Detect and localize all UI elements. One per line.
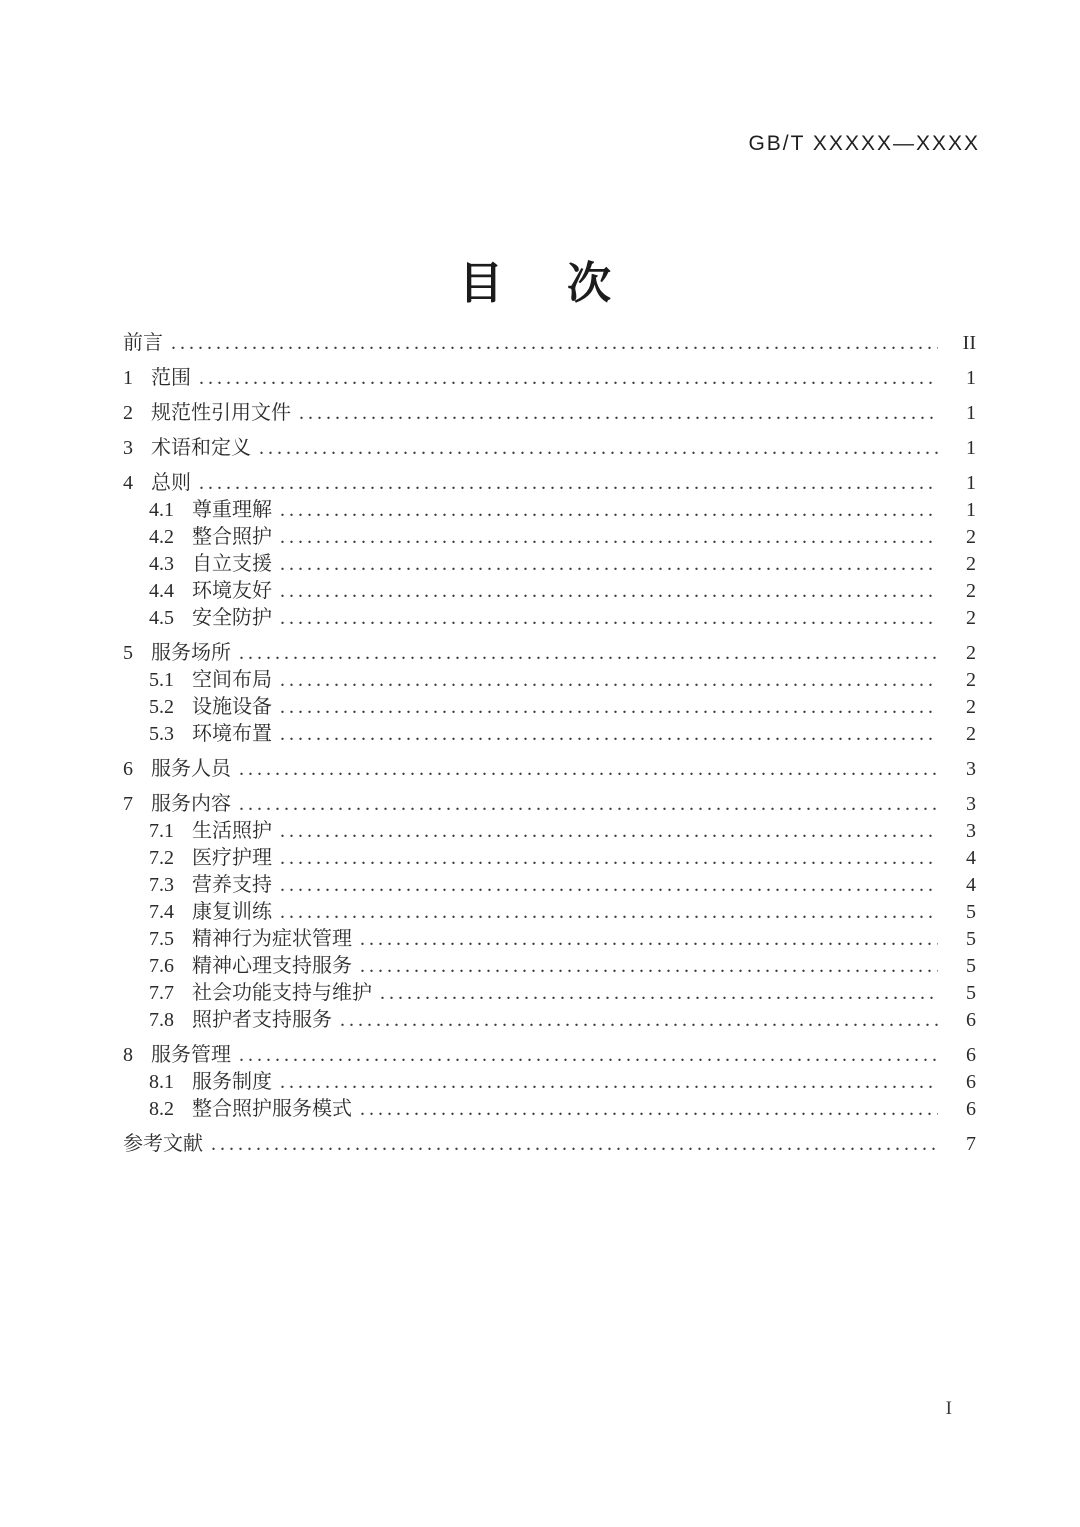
toc-dot-leader (280, 694, 938, 721)
toc-entry-number: 7.1 (149, 820, 174, 842)
toc-entry-page: 2 (966, 526, 976, 548)
toc-entry-page: 5 (966, 982, 976, 1004)
toc-entry-number: 5.1 (149, 669, 174, 691)
toc-entry (123, 330, 976, 357)
toc-entry (123, 1131, 976, 1158)
toc-entry-page: 1 (966, 437, 976, 459)
toc-entry-title: 精神心理支持服务 (192, 955, 352, 977)
toc-entry (123, 1007, 976, 1034)
toc-entry-number: 7.5 (149, 928, 174, 950)
toc-entry (123, 667, 976, 694)
toc-entry-number: 5.3 (149, 723, 174, 745)
toc-entry (123, 791, 976, 818)
toc-entry-page: 2 (966, 696, 976, 718)
toc-dot-leader (171, 330, 938, 357)
toc-dot-leader (199, 365, 938, 392)
toc-entry-page: 6 (966, 1098, 976, 1120)
toc-entry-page: 6 (966, 1009, 976, 1031)
toc-dot-leader (280, 551, 938, 578)
toc-entry-title: 社会功能支持与维护 (192, 982, 372, 1004)
toc-entry-page: 5 (966, 928, 976, 950)
toc-entry-page: 1 (966, 472, 976, 494)
toc-entry-page: 2 (966, 669, 976, 691)
toc-entry-number: 6 (123, 758, 133, 780)
toc-entry-page: 7 (966, 1133, 976, 1155)
toc-entry (123, 605, 976, 632)
toc-dot-leader (199, 470, 938, 497)
toc-entry-title: 精神行为症状管理 (192, 928, 352, 950)
toc-dot-leader (259, 435, 938, 462)
toc-entry-title: 环境友好 (192, 580, 272, 602)
toc-list (123, 330, 976, 1158)
toc-entry-title: 尊重理解 (192, 499, 272, 521)
toc-dot-leader (280, 1069, 938, 1096)
toc-entry-title: 照护者支持服务 (192, 1009, 332, 1031)
toc-entry-page: 6 (966, 1071, 976, 1093)
toc-entry (123, 551, 976, 578)
toc-entry-number: 7.3 (149, 874, 174, 896)
toc-entry (123, 497, 976, 524)
toc-dot-leader (280, 497, 938, 524)
toc-dot-leader (280, 605, 938, 632)
toc-entry-title: 规范性引用文件 (151, 402, 291, 424)
toc-entry-page: 2 (966, 553, 976, 575)
toc-entry-title: 服务管理 (151, 1044, 231, 1066)
toc-entry-number: 7.7 (149, 982, 174, 1004)
toc-dot-leader (239, 640, 938, 667)
toc-entry-number: 7 (123, 793, 133, 815)
toc-entry-title: 自立支援 (192, 553, 272, 575)
toc-entry (123, 640, 976, 667)
toc-entry-title: 服务人员 (151, 758, 231, 780)
toc-entry-page: 1 (966, 499, 976, 521)
toc-entry-title: 整合照护 (192, 526, 272, 548)
toc-entry-number: 8.2 (149, 1098, 174, 1120)
toc-dot-leader (239, 1042, 938, 1069)
toc-entry-number: 4.2 (149, 526, 174, 548)
toc-dot-leader (239, 791, 938, 818)
toc-entry (123, 980, 976, 1007)
toc-entry-number: 4.5 (149, 607, 174, 629)
toc-entry-page: 1 (966, 367, 976, 389)
toc-entry-page: 3 (966, 793, 976, 815)
toc-entry-page: 1 (966, 402, 976, 424)
toc-entry-number: 8.1 (149, 1071, 174, 1093)
toc-entry-title: 设施设备 (192, 696, 272, 718)
toc-entry-page: 6 (966, 1044, 976, 1066)
footer-page-number: I (945, 1398, 952, 1419)
toc-entry-title: 范围 (151, 367, 191, 389)
toc-entry-title: 生活照护 (192, 820, 272, 842)
toc-entry-title: 医疗护理 (192, 847, 272, 869)
toc-entry-number: 3 (123, 437, 133, 459)
toc-entry-number: 5 (123, 642, 133, 664)
toc-entry-number: 7.8 (149, 1009, 174, 1031)
toc-entry (123, 845, 976, 872)
toc-entry-title: 术语和定义 (151, 437, 251, 459)
toc-entry-page: 5 (966, 955, 976, 977)
toc-dot-leader (299, 400, 938, 427)
toc-entry-number: 1 (123, 367, 133, 389)
toc-entry-title: 服务内容 (151, 793, 231, 815)
toc-entry (123, 818, 976, 845)
toc-entry-page: 2 (966, 607, 976, 629)
toc-entry (123, 1096, 976, 1123)
toc-entry-title: 服务制度 (192, 1071, 272, 1093)
toc-entry-number: 4.1 (149, 499, 174, 521)
toc-entry-number: 4.4 (149, 580, 174, 602)
toc-entry (123, 953, 976, 980)
page-title: 目 次 (459, 259, 621, 309)
toc-entry-page: 4 (966, 874, 976, 896)
toc-entry-page: 2 (966, 723, 976, 745)
toc-entry (123, 470, 976, 497)
toc-dot-leader (360, 1096, 938, 1123)
toc-entry (123, 435, 976, 462)
toc-entry-number: 7.4 (149, 901, 174, 923)
toc-entry-number: 7.6 (149, 955, 174, 977)
toc-entry (123, 1042, 976, 1069)
toc-dot-leader (280, 872, 938, 899)
toc-entry-number: 7.2 (149, 847, 174, 869)
toc-entry (123, 524, 976, 551)
toc-dot-leader (340, 1007, 938, 1034)
toc-entry-number: 4 (123, 472, 133, 494)
toc-entry (123, 578, 976, 605)
toc-entry (123, 899, 976, 926)
toc-dot-leader (380, 980, 938, 1007)
toc-entry-number: 2 (123, 402, 133, 424)
toc-entry-title: 总则 (151, 472, 191, 494)
toc-dot-leader (211, 1131, 938, 1158)
toc-dot-leader (280, 818, 938, 845)
toc-dot-leader (280, 667, 938, 694)
toc-entry-page: 5 (966, 901, 976, 923)
toc-dot-leader (360, 953, 938, 980)
toc-entry (123, 721, 976, 748)
toc-entry-page: II (962, 332, 976, 354)
toc-entry-title: 营养支持 (192, 874, 272, 896)
toc-dot-leader (280, 524, 938, 551)
toc-entry (123, 756, 976, 783)
toc-entry-page: 4 (966, 847, 976, 869)
toc-entry (123, 872, 976, 899)
toc-entry-page: 2 (966, 642, 976, 664)
toc-entry-page: 3 (966, 820, 976, 842)
toc-entry-title: 服务场所 (151, 642, 231, 664)
toc-entry (123, 400, 976, 427)
toc-entry-number: 5.2 (149, 696, 174, 718)
toc-entry-title: 空间布局 (192, 669, 272, 691)
toc-entry-title: 康复训练 (192, 901, 272, 923)
toc-entry-number: 4.3 (149, 553, 174, 575)
toc-dot-leader (239, 756, 938, 783)
toc-dot-leader (280, 899, 938, 926)
toc-entry-title: 环境布置 (192, 723, 272, 745)
toc-dot-leader (280, 721, 938, 748)
standard-code-header: GB/T XXXXX—XXXX (748, 132, 980, 155)
toc-entry-title: 前言 (123, 332, 163, 354)
toc-entry (123, 1069, 976, 1096)
toc-dot-leader (280, 845, 938, 872)
toc-entry-title: 参考文献 (123, 1133, 203, 1155)
toc-dot-leader (360, 926, 938, 953)
toc-entry (123, 694, 976, 721)
toc-entry-number: 8 (123, 1044, 133, 1066)
toc-entry-page: 3 (966, 758, 976, 780)
toc-entry-title: 安全防护 (192, 607, 272, 629)
toc-entry (123, 365, 976, 392)
toc-entry (123, 926, 976, 953)
toc-dot-leader (280, 578, 938, 605)
toc-entry-title: 整合照护服务模式 (192, 1098, 352, 1120)
toc-entry-page: 2 (966, 580, 976, 602)
